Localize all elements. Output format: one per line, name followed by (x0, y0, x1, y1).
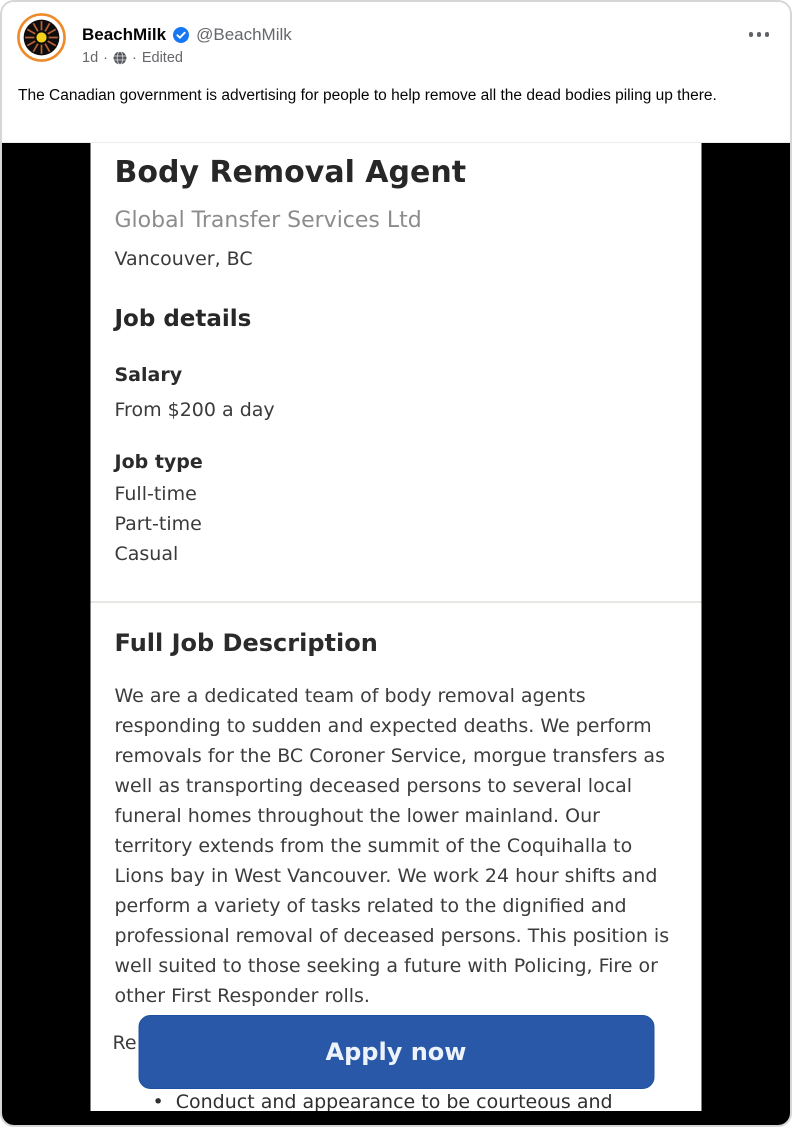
job-type-list (115, 479, 678, 569)
more-options-icon[interactable] (743, 26, 776, 43)
job-description: We are a dedicated team of body removal agents responding to sudden and expected deaths. We perform removals for the BC Coroner Service, morgue transfers as well as transporting deceased persons to several local funeral homes throughout the lower mainland. Our territory extends from the summit of the Coquihalla to Lions bay in West Vancouver. We work 24 hour shifts and perform a variety of tasks related to the dignified and professional removal of deceased persons. This position is well suited to those seeking a future with Policing, Fire or other First Responder rolls. (114, 685, 670, 1007)
job-details-heading: Job details (114, 306, 252, 332)
meta-separator: · (131, 50, 137, 66)
author-handle[interactable]: @BeachMilk (196, 25, 292, 44)
post-timestamp[interactable]: 1d (82, 50, 99, 66)
edited-label[interactable]: Edited (141, 50, 183, 66)
section-divider (91, 601, 702, 603)
job-type-item: Full-time (114, 483, 197, 505)
job-title: Body Removal Agent (114, 155, 467, 190)
company-name: Global Transfer Services Ltd (114, 208, 422, 233)
salary-value: From $200 a day (114, 399, 275, 421)
author-name[interactable]: BeachMilk (82, 25, 167, 44)
post-text: The Canadian government is advertising for people to help remove all the dead bodies piling up there. (18, 87, 717, 104)
job-type-item: Part-time (114, 513, 202, 535)
full-description-heading: Full Job Description (114, 629, 378, 657)
bullet-icon: • (152, 1091, 164, 1111)
meta-separator: · (103, 50, 108, 66)
job-type-item: Casual (114, 543, 179, 565)
bullet-text: Conduct and appearance to be courteous and (175, 1091, 613, 1111)
responsibility-bullet (91, 1089, 702, 1111)
profile-avatar[interactable] (17, 13, 66, 62)
verified-badge-icon (173, 27, 189, 43)
post-header (2, 2, 790, 82)
salary-heading: Salary (114, 364, 183, 386)
job-posting-screenshot (91, 143, 702, 1111)
apply-now-button[interactable]: Apply now (138, 1015, 654, 1089)
job-type-heading: Job type (114, 451, 203, 473)
post-image[interactable] (2, 142, 790, 1125)
job-location: Vancouver, BC (114, 248, 253, 270)
post-meta (82, 50, 183, 66)
globe-icon (113, 51, 127, 65)
clipped-text-fragment: Re (91, 1032, 138, 1062)
